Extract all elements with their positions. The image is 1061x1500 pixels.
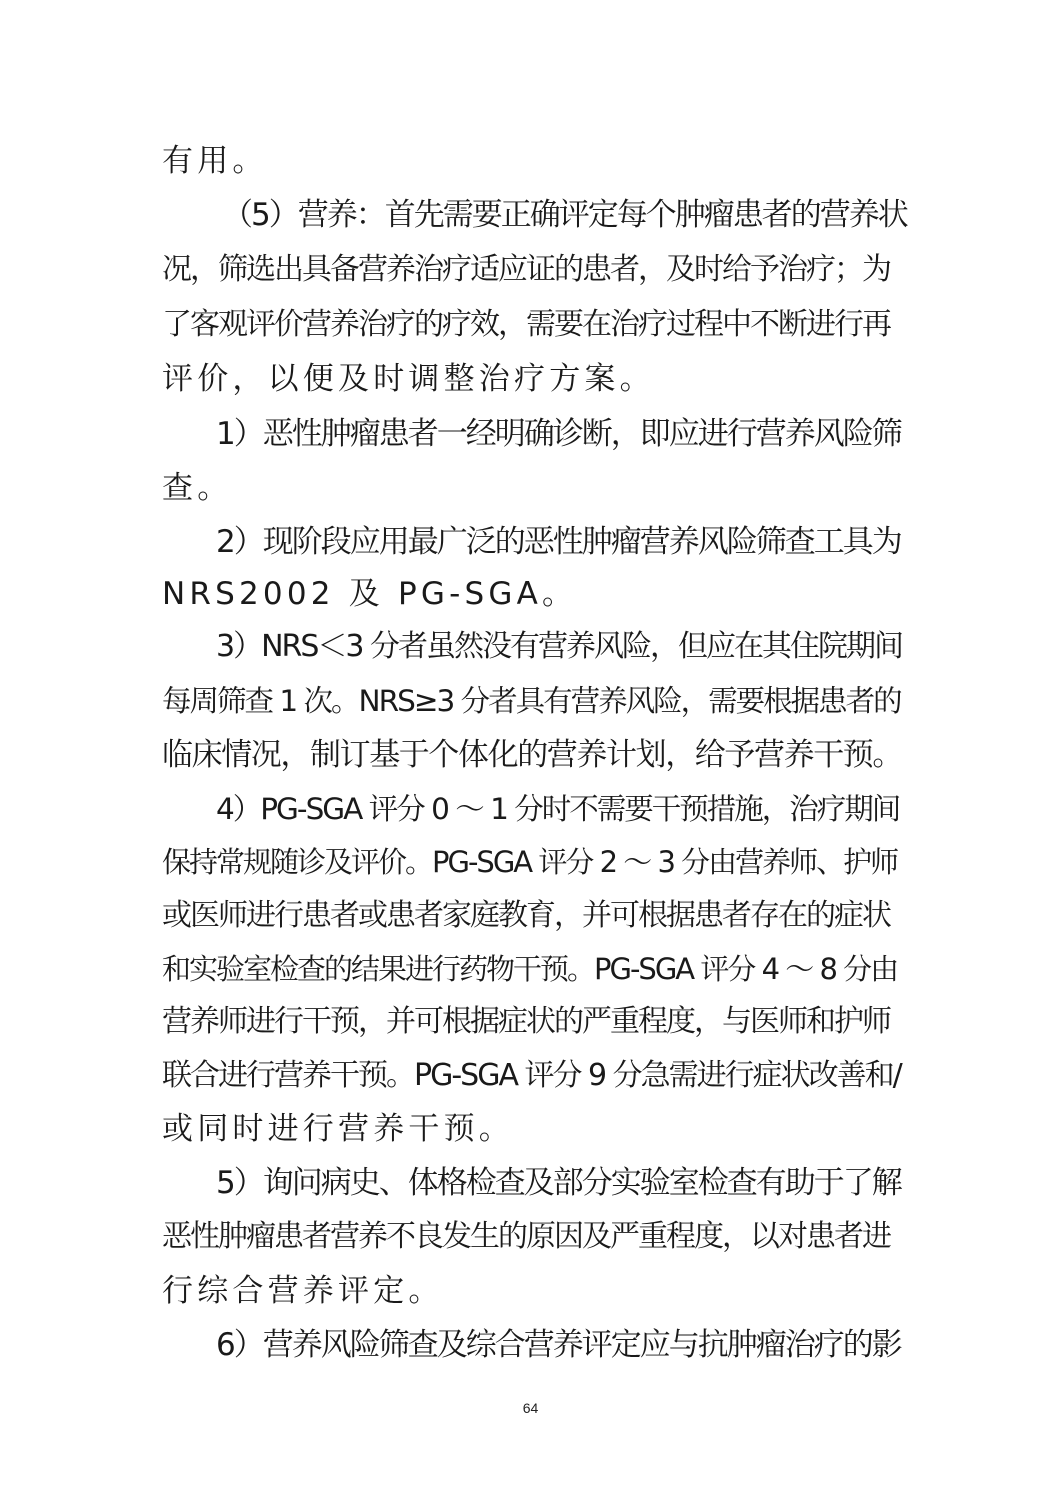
text-line: 2）现阶段应用最广泛的恶性肿瘤营养风险筛查工具为 (216, 524, 901, 560)
text-line: （5）营养：首先需要正确评定每个肿瘤患者的营养状 (222, 197, 907, 233)
text-line: 恶性肿瘤患者营养不良发生的原因及严重程度，以对患者进 (162, 1219, 890, 1254)
text-line: NRS2002 及 PG-SGA。 (162, 576, 578, 612)
text-line: 有用。 (162, 143, 268, 179)
text-line: 营养师进行干预，并可根据症状的严重程度，与医师和护师 (162, 1004, 890, 1039)
text-line: 了客观评价营养治疗的疗效，需要在治疗过程中不断进行再 (162, 307, 890, 342)
text-line: 临床情况，制订基于个体化的营养计划，给予营养干预。 (162, 737, 902, 773)
text-line: 保持常规随诊及评价。PG-SGA 评分 2 ～ 3 分由营养师、护师 (162, 845, 898, 879)
text-line: 况，筛选出具备营养治疗适应证的患者，及时给予治疗；为 (162, 252, 890, 287)
text-line: 查。 (162, 470, 233, 506)
text-line: 5）询问病史、体格检查及部分实验室检查有助于了解 (216, 1165, 901, 1201)
text-line: 和实验室检查的结果进行药物干预。PG-SGA 评分 4 ～ 8 分由 (162, 952, 898, 986)
text-line: 评价，以便及时调整治疗方案。 (162, 361, 655, 397)
text-line: 或医师进行患者或患者家庭教育，并可根据患者存在的症状 (162, 898, 890, 933)
text-line: 每周筛查 1 次。NRS≥3 分者具有营养风险，需要根据患者的 (162, 684, 901, 718)
page-number: 64 (522, 1400, 539, 1416)
text-line: 或同时进行营养干预。 (162, 1111, 514, 1147)
text-line: 1）恶性肿瘤患者一经明确诊断，即应进行营养风险筛 (216, 416, 901, 452)
text-line: 4）PG-SGA 评分 0 ～ 1 分时不需要干预措施，治疗期间 (216, 792, 900, 826)
text-line: 行综合营养评定。 (162, 1273, 444, 1309)
text-line: 6）营养风险筛查及综合营养评定应与抗肿瘤治疗的影 (216, 1327, 901, 1363)
text-line: 联合进行营养干预。PG-SGA 评分 9 分急需进行症状改善和/ (162, 1058, 901, 1093)
text-line: 3）NRS＜3 分者虽然没有营养风险，但应在其住院期间 (216, 629, 903, 664)
